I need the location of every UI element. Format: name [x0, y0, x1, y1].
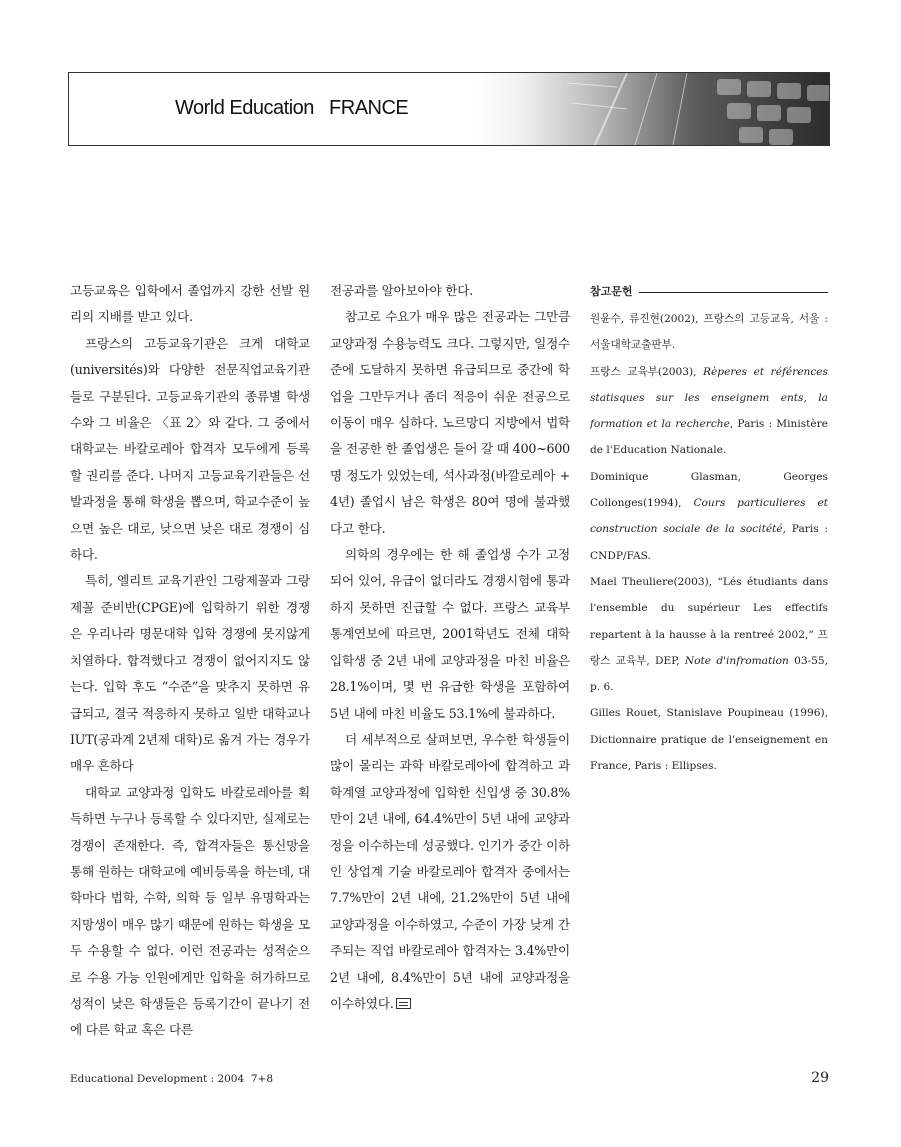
paragraph: 대학교 교양과정 입학도 바칼로레아를 획득하면 누구나 등록할 수 있다지만, 실제로는 경쟁이 존재한다. 즉, 합격자들은 통신망을 통해 원하는 대학교에 예비등록을 하는데, 대학마다 법학, 수학, 의학 등 일부 유명학과는 지망생이 매우 많기 때문에 원하는 학생을 모두 수용할 수 없다. 이런 전공과는 성적순으로 수용 가능 인원에게만 입학을 허가하므로 성적이 낮은 학생들은 등록기간이 끝나기 전에 다른 학교 혹은 다른 — [70, 784, 310, 1038]
reference-title: Rèperes et références statisques sur les enseignem ents, la formation et la recherche — [590, 365, 828, 431]
paragraph: 프랑스의 고등교육기관은 크게 대학교(universités)와 다양한 전문직업교육기관들로 구분된다. 고등교육기관의 종류별 학생수와 그 비율은 〈표 2〉와 같다. 그 중에서 대학교는 바칼로레아 합격자 모두에게 등록할 권리를 준다. 나머지 고등교육기관들은 선발과정을 통해 학생을 뽑으며, 학교수준이 높으면 높은 대로, 낮으면 낮은 대로 경쟁이 심하다. — [70, 335, 310, 563]
reference-entry: 원윤수, 류진현(2002), 프랑스의 고등교육, 서울 : 서울대학교출판부. — [590, 313, 828, 352]
heading-rule — [639, 292, 828, 293]
section-title: World Education FRANCE — [175, 97, 409, 119]
article-column-1 — [70, 278, 310, 1044]
references-heading — [590, 280, 828, 304]
references-heading-label: 참고문헌 — [590, 284, 633, 298]
paragraph-final — [330, 727, 570, 1017]
end-mark-icon — [396, 998, 411, 1009]
reference-entry: Mael Theuliere(2003), “Lés étudiants dans l'ensemble du supérieur Les effectifs repartent à la hausse à la rentreé 2002,” 프랑스 교육부, DEP, Note d'infromation 03-55, p. 6. — [590, 575, 828, 694]
paragraph: 고등교육은 입학에서 졸업까지 강한 선발 원리의 지배를 받고 있다. — [70, 283, 310, 325]
reference-entry: Gilles Rouet, Stanislave Poupineau (1996), Dictionnaire pratique de l'enseignement en France, Paris : Ellipses. — [590, 707, 828, 773]
reference-entry: Dominique Glasman, Georges Collonges(1994), Cours particulieres et construction sociale de la socitété, Paris : CNDP/FAS. — [590, 470, 828, 562]
journal-footer: Educational Development : 2004 7+8 — [70, 1073, 274, 1085]
page-number: 29 — [811, 1070, 829, 1086]
paragraph: 참고로 수요가 매우 많은 전공과는 그만큼 교양과정 수용능력도 크다. 그렇지만, 일정수준에 도달하지 못하면 유급되므로 중간에 학업을 그만두거나 좀더 적응이 쉬운 전공으로 이동이 매우 심하다. 노르망디 지방에서 법학을 전공한 한 졸업생은 들어 갈 때 400~600명 정도가 있었는데, 석사과정(바깔로레아 + 4년) 졸업시 남은 학생은 80여 명에 불과했다고 한다. — [330, 309, 570, 536]
reference-title: Note d'infromation — [684, 654, 789, 667]
header-banner — [68, 72, 830, 146]
paragraph: 전공과를 알아보아야 한다. — [330, 283, 474, 298]
article-column-2 — [330, 278, 570, 1017]
paragraph-text: 더 세부적으로 살펴보면, 우수한 학생들이 많이 몰리는 과학 바칼로레아에 합격하고 과학계열 교양과정에 입학한 신입생 중 30.8%만이 2년 내에, 64.4%만이 5년 내에 교양과정을 이수하는데 성공했다. 인기가 중간 이하인 상업계 기술 바칼로레아 합격자 중에서는 7.7%만이 2년 내에, 21.2%만이 5년 내에 교양과정을 이수하였고, 수준이 가장 낮게 간주되는 직업 바칼로레아 합격자는 3.4%만이 2년 내에, 8.4%만이 5년 내에 교양과정을 이수하였다. — [330, 731, 570, 1011]
header-photo — [477, 73, 829, 145]
paragraph: 의학의 경우에는 한 해 졸업생 수가 고정되어 있어, 유급이 없더라도 경쟁시험에 통과하지 못하면 진급할 수 없다. 프랑스 교육부 통계연보에 따르면, 2001학년도 전체 대학 입학생 중 2년 내에 교양과정을 마친 비율은 28.1%이며, 몇 번 유급한 학생을 포함하여 5년 내에 마친 비율도 53.1%에 불과하다. — [330, 547, 570, 721]
references-section — [590, 280, 828, 779]
paragraph: 특히, 엘리트 교육기관인 그랑제꼴과 그랑제꼴 준비반(CPGE)에 입학하기 위한 경쟁은 우리나라 명문대학 입학 경쟁에 못지않게 치열하다. 합격했다고 경쟁이 없어지지도 않는다. 입학 후도 “수준”을 맞추지 못하면 유급되고, 결국 적응하지 못하고 일반 대학교나 IUT(공과계 2년제 대학)로 옮겨 가는 경우가 매우 흔하다 — [70, 573, 310, 774]
reference-title: Cours particulieres et construction sociale de la socitété — [590, 497, 828, 536]
reference-entry: 프랑스 교육부(2003), Rèperes et références statisques sur les enseignem ents, la formation et la recherche, Paris : Ministère de l'Education Nationale. — [590, 365, 828, 457]
